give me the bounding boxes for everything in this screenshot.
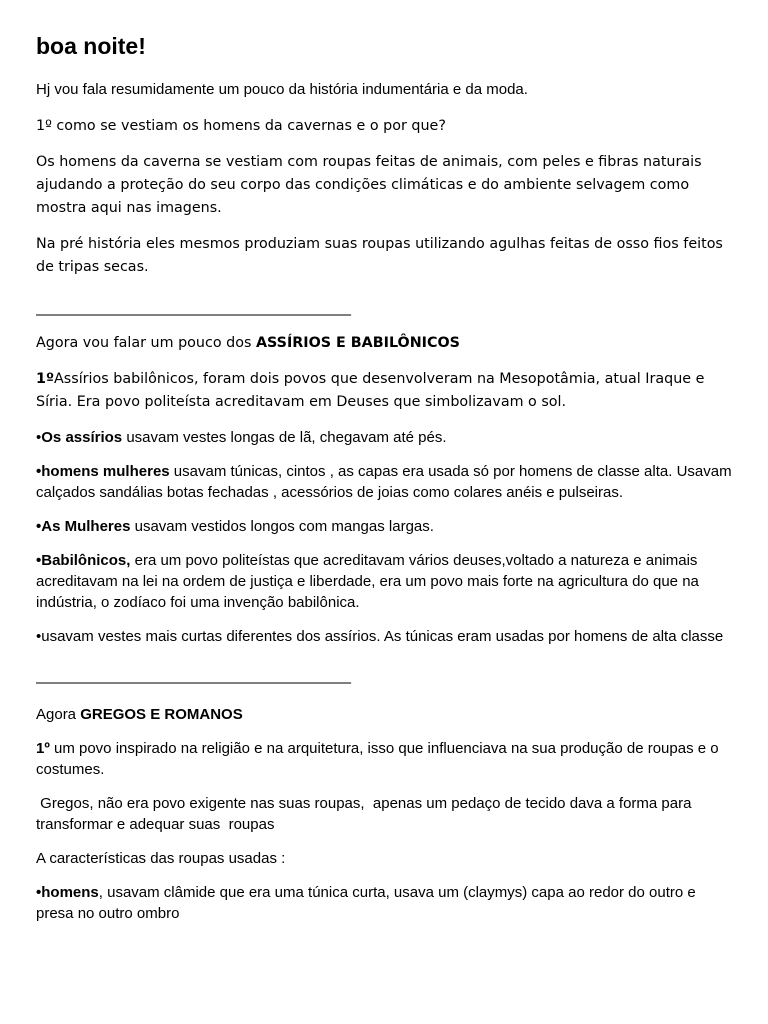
separator-line-1: _____________________________________________ — [36, 300, 351, 316]
caves-paragraph-1: Os homens da caverna se vestiam com roupas feitas de animais, com peles e fibras naturais ajudando a proteção do seu corpo das condições climáticas e do ambiente selvagem como mostra aqui nas imagens. — [36, 154, 702, 216]
os-assirios-text: usavam vestes longas de lã, chegavam até pés. — [122, 429, 447, 446]
gregos-prefix: Agora — [36, 706, 81, 723]
gregos-paragraph-1-text: um povo inspirado na religião e na arquitetura, isso que influenciava na sua produção de roupas e o costumes. — [36, 740, 719, 778]
homens-mulheres-item — [36, 461, 732, 503]
gregos-paragraph-1 — [36, 738, 732, 780]
babilonicos-text: era um povo politeístas que acreditavam vários deuses,voltado a natureza e animais acreditavam na lei na ordem de justiça e liberdade, era um povo mais forte na agricultura do que na indústria, o zodíaco foi uma invenção babilônica. — [36, 552, 699, 611]
as-mulheres-label: •As Mulheres — [36, 518, 131, 535]
assirios-paragraph-1 — [36, 368, 732, 414]
bullet: • — [36, 429, 42, 446]
as-mulheres-item — [36, 516, 732, 537]
intro-paragraph: Hj vou fala resumidamente um pouco da história indumentária e da moda. — [36, 81, 528, 98]
assirios-intro — [36, 332, 732, 355]
assirios-paragraph-1-text: Assírios babilônicos, foram dois povos que desenvolveram na Mesopotâmia, atual Iraque e Síria. Era povo politeísta acreditavam em Deuses que simbolizavam o sol. — [36, 371, 705, 410]
as-mulheres-text: usavam vestidos longos com mangas largas. — [130, 518, 434, 535]
assirios-intro-prefix: Agora vou falar um pouco dos — [36, 335, 256, 351]
os-assirios-label: Os assírios — [41, 429, 123, 446]
homens-mulheres-label: •homens mulheres — [36, 463, 170, 480]
babilonicos-item — [36, 550, 732, 613]
os-assirios-item — [36, 427, 732, 448]
vestes-curtas-item: •usavam vestes mais curtas diferentes dos assírios. As túnicas eram usadas por homens de alta classe — [36, 628, 724, 645]
caves-paragraph-2: Na pré história eles mesmos produziam suas roupas utilizando agulhas feitas de osso fios feitos de tripas secas. — [36, 236, 723, 275]
page-title: boa noite! — [36, 33, 146, 59]
question-caves: 1º como se vestiam os homens da cavernas e o por que? — [36, 118, 446, 134]
homens-text: , usavam clâmide que era uma túnica curta, usava um (claymys) capa ao redor do outro e presa no outro ombro — [36, 884, 696, 922]
homens-item — [36, 882, 732, 924]
assirios-ordinal: 1º — [36, 371, 55, 387]
homens-mulheres-text: usavam túnicas, cintos , as capas era usada só por homens de classe alta. Usavam calçados sandálias botas fechadas , acessórios de joias como colares anéis e pulseiras. — [36, 463, 732, 501]
gregos-ordinal: 1º — [36, 740, 50, 757]
gregos-title: GREGOS E ROMANOS — [80, 706, 243, 723]
homens-label: •homens — [36, 884, 99, 901]
gregos-paragraph-2: Gregos, não era povo exigente nas suas roupas, apenas um pedaço de tecido dava a forma para transformar e adequar suas roupas — [36, 795, 696, 833]
assirios-intro-heading: ASSÍRIOS E BABILÔNICOS — [255, 335, 460, 351]
babilonicos-label: •Babilônicos, — [36, 552, 131, 569]
gregos-heading — [36, 704, 732, 725]
caracteristicas-line: A características das roupas usadas : — [36, 850, 286, 867]
separator-line-2: _____________________________________________ — [36, 668, 351, 684]
